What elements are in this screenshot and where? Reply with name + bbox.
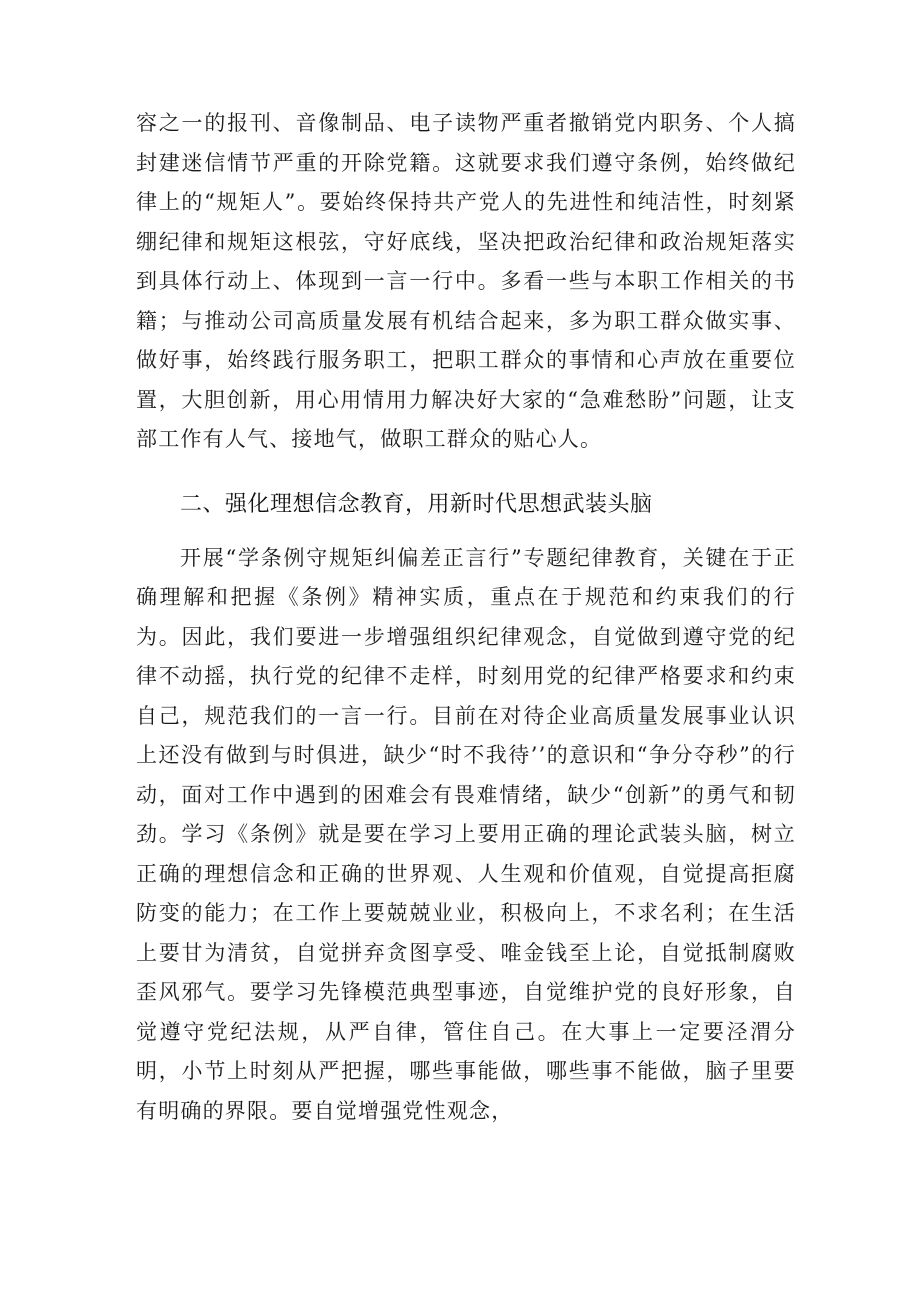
section-heading: 二、强化理想信念教育，用新时代思想武装头脑 [180, 491, 653, 517]
document-body [136, 104, 796, 1131]
paragraph-section-2: 开展“学条例守规矩纠偏差正言行”专题纪律教育，关键在于正确理解和把握《条例》精神实质，重点在于规范和约束我们的行为。因此，我们要进一步增强组织纪律观念，自觉做到遵守党的纪律不动摇，执行党的纪律不走样，时刻用党的纪律严格要求和约束自己，规范我们的一言一行。目前在对待企业高质量发展事业认识上还没有做到与时俱进，缺少“时不我待’’的意识和“争分夺秒”的行动，面对工作中遇到的困难会有畏难情绪，缺少“创新”的勇气和韧劲。学习《条例》就是要在学习上要用正确的理论武装头脑，树立正确的理想信念和正确的世界观、人生观和价值观，自觉提高拒腐防变的能力；在工作上要兢兢业业，积极向上，不求名利；在生活上要甘为清贫，自觉拼弃贪图享受、唯金钱至上论，自觉抵制腐败歪风邪气。要学习先锋模范典型事迹，自觉维护党的良好形象，自觉遵守党纪法规，从严自律，管住自己。在大事上一定要泾渭分明，小节上时刻从严把握，哪些事能做，哪些事不能做，脑子里要有明确的界限。要自觉增强党性观念， [136, 545, 796, 1123]
paragraph-continued: 容之一的报刊、音像制品、电子读物严重者撤销党内职务、个人搞封建迷信情节严重的开除党籍。这就要求我们遵守条例，始终做纪律上的“规矩人”。要始终保持共产党人的先进性和纯洁性，时刻紧绷纪律和规矩这根弦，守好底线，坚决把政治纪律和政治规矩落实到具体行动上、体现到一言一行中。多看一些与本职工作相关的书籍；与推动公司高质量发展有机结合起来，多为职工群众做实事、做好事，始终践行服务职工，把职工群众的事情和心声放在重要位置，大胆创新，用心用情用力解决好大家的“急难愁盼”问题，让支部工作有人气、接地气，做职工群众的贴心人。 [136, 111, 796, 451]
